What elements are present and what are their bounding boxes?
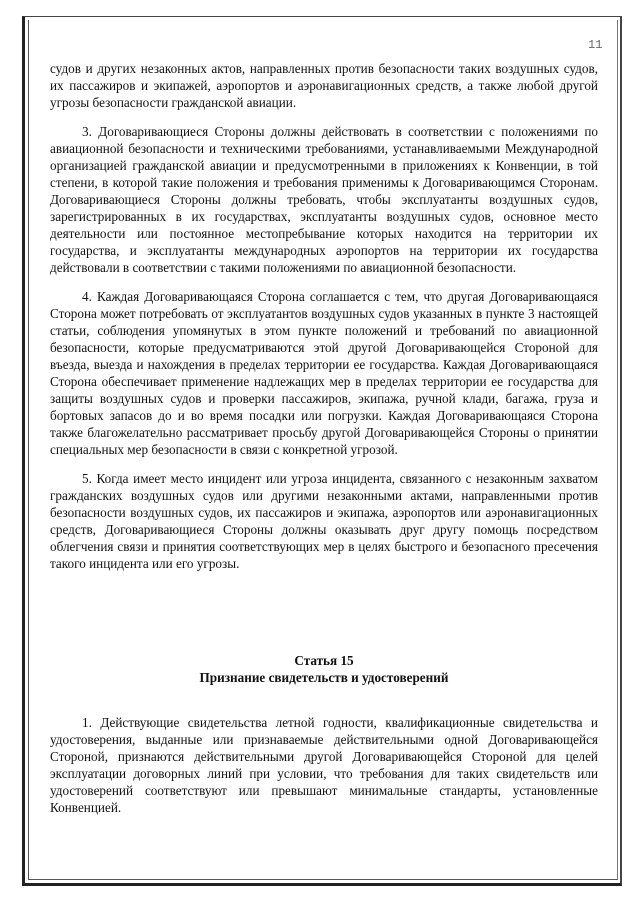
article-title: Признание свидетельств и удостоверений (199, 670, 449, 685)
paragraph-clause-4: 4. Каждая Договаривающаяся Сторона соглашается с тем, что другая Договаривающаяся Сторона может потребовать от эксплуатантов воздушных судов указанных в пункте 3 настоящей статьи, соблюдения упомянутых в этом пункте положений и требований по авиационной безопасности, которые предусматриваются этой другой Договаривающейся Стороной для въезда, выезда и нахождения в пределах территории ее государства. Каждая Договаривающаяся Сторона обеспечивает применение надлежащих мер в пределах территории ее государства для защиты воздушных судов и проверки пассажиров, экипажа, ручной клади, багажа, груза и бортовых запасов до и во время посадки или погрузки. Каждая Договаривающаяся Сторона также благожелательно рассматривает просьбу другой Договаривающейся Стороны о принятии специальных мер безопасности в связи с конкретной угрозой. (50, 289, 598, 457)
paragraph-continuation: судов и других незаконных актов, направленных против безопасности таких воздушных судов, их пассажиров и экипажей, аэропортов и аэронавигационных средств, а также любой другой угрозы безопасности гражданской авиации. (50, 61, 598, 110)
article-number: Статья 15 (294, 653, 354, 668)
page-number: 11 (588, 38, 603, 52)
document-body (50, 60, 598, 828)
paragraph-clause-3: 3. Договаривающиеся Стороны должны действовать в соответствии с положениями по авиационной безопасности и техническими требованиями, устанавливаемыми Международной организацией гражданской авиации и предусмотренными в приложениях к Конвенции, в той степени, в которой такие положения и требования применимы к Договаривающимся Сторонам. Договаривающиеся Стороны должны требовать, чтобы эксплуатанты воздушных судов, зарегистрированных в их государствах, эксплуатанты воздушных судов, основное место деятельности или постоянное местопребывание которых находится на территории их государства, и эксплуатанты международных аэропортов на территории их государства действовали в соответствии с такими положениями по авиационной безопасности. (50, 124, 598, 275)
article-heading (50, 652, 598, 686)
paragraph-article-15-clause-1: 1. Действующие свидетельства летной годности, квалификационные свидетельства и удостоверения, выданные или признаваемые действительными одной Договаривающейся Стороной, признаются действительными другой Договаривающейся Стороной для целей эксплуатации договорных линий при условии, что требования для таких свидетельств или удостоверений соответствуют или превышают минимальные стандарты, установленные Конвенцией. (50, 715, 598, 815)
paragraph-clause-5: 5. Когда имеет место инцидент или угроза инцидента, связанного с незаконным захватом гражданских воздушных судов или другими незаконными актами, направленными против безопасности воздушных судов, их пассажиров и экипажа, аэропортов или аэронавигационных средств, Договаривающиеся Стороны должны оказывать друг другу помощь посредством облегчения связи и принятия соответствующих мер в целях быстрого и безопасного пресечения такого инцидента или его угрозы. (50, 471, 598, 571)
